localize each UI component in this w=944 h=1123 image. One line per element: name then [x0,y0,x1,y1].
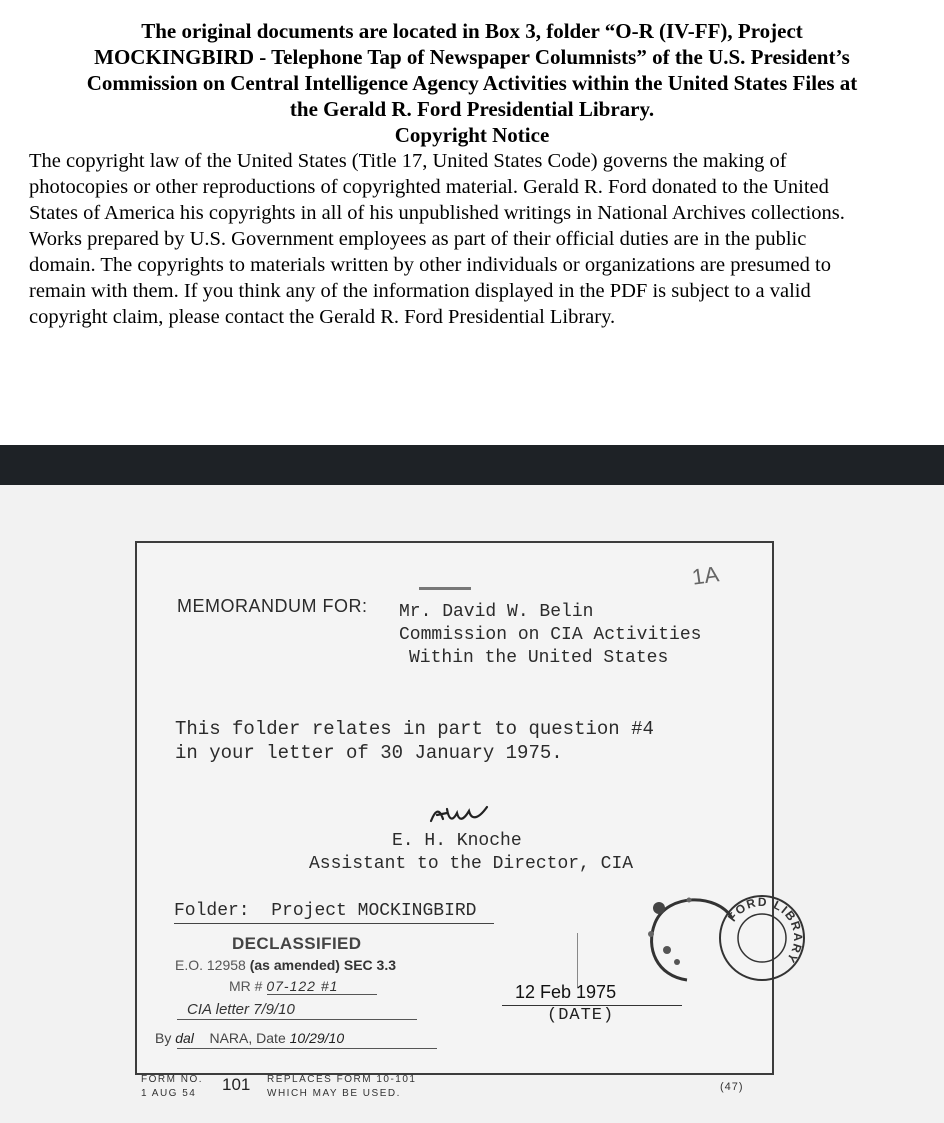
handwritten-1a-mark: 1A [690,561,721,590]
notice-line: copyright claim, please contact the Gerald R. Ford Presidential Library. [29,306,616,328]
replaces-form-note [267,1073,417,1101]
heading-line: The original documents are located in Box 3, folder “O-R (IV-FF), Project [141,19,803,43]
memo-body [175,717,654,765]
handwritten-initials-icon [425,799,497,833]
folder-underline [174,923,494,924]
eo-section: SEC 3.3 [343,957,396,973]
heading-line: MOCKINGBIRD - Telephone Tap of Newspaper Columnists” of the U.S. President’s [94,45,850,69]
location-heading [30,18,914,148]
memo-body-line: This folder relates in part to question #4 [175,718,654,740]
mr-underline [267,994,377,995]
copyright-notice-title: Copyright Notice [394,123,550,147]
memorandum-for-label: MEMORANDUM FOR: [177,596,368,616]
addressee-block [399,601,701,670]
memorandum-form [135,541,806,1099]
dash-mark [419,587,471,590]
memo-date: 12 Feb 1975 [515,982,617,1002]
folder-row [174,901,476,921]
mr-label: MR # [229,978,263,994]
addressee-name: Mr. David W. Belin [399,602,594,622]
ford-library-seal-icon [717,893,807,983]
notice-line: The copyright law of the United States (Title 17, United States Code) governs the making of [29,150,787,172]
declassified-stamp-title: DECLASSIFIED [232,934,362,953]
form-date: 1 AUG 54 [141,1088,197,1099]
eo-prefix: E.O. 12958 [175,957,246,973]
mr-number-line [229,978,338,994]
memo-body-line: in your letter of 30 January 1975. [175,742,563,764]
cia-underline [177,1019,417,1020]
nara-by-line [155,1030,344,1046]
notice-line: photocopies or other reproductions of copyrighted material. Gerald R. Ford donated to the United [29,176,829,198]
folder-label: Folder: [174,901,250,921]
nara-date: 10/29/10 [289,1030,345,1046]
seal-text: FORD LIBRARY [724,894,806,967]
nara-label: NARA, Date [209,1030,286,1046]
nara-underline [177,1048,437,1049]
notice-line: domain. The copyrights to materials written by other individuals or organizations are presumed to [29,254,831,276]
folder-value: Project MOCKINGBIRD [271,901,477,921]
replaces-line: REPLACES FORM 10-101 [267,1074,417,1085]
notice-line: States of America his copyrights in all of his unpublished writings in National Archives collections. [29,202,845,224]
heading-line: the Gerald R. Ford Presidential Library. [289,97,655,121]
copyright-notice-body [29,148,934,330]
form-code: (47) [720,1081,744,1093]
addressee-org: Within the United States [409,648,669,668]
date-label: (DATE) [547,1006,615,1025]
cia-letter-note: CIA letter 7/9/10 [187,1001,295,1018]
form-label: FORM NO. [141,1074,203,1085]
heading-line: Commission on Central Intelligence Agency Activities within the United States Files at [86,71,858,95]
notice-line: remain with them. If you think any of the information displayed in the PDF is subject to a valid [29,280,811,302]
signer-title: Assistant to the Director, CIA [309,854,634,874]
pencil-tick [577,933,578,988]
form-number-block [141,1073,203,1101]
replaces-line: WHICH MAY BE USED. [267,1088,401,1099]
cover-page [0,0,944,445]
signer-name: E. H. Knoche [392,831,522,851]
eo-amended: (as amended) [249,957,340,973]
addressee-org: Commission on CIA Activities [399,625,702,645]
mr-value: 07-122 #1 [266,978,339,994]
form-number: 101 [222,1075,251,1094]
svg-text:FORD LIBRARY [725,895,805,966]
notice-line: Works prepared by U.S. Government employees as part of their official duties are in the public [29,228,807,250]
page-separator-bar [0,445,944,485]
executive-order-line [175,957,396,973]
by-value: dal [175,1030,194,1046]
by-label: By [155,1030,172,1046]
